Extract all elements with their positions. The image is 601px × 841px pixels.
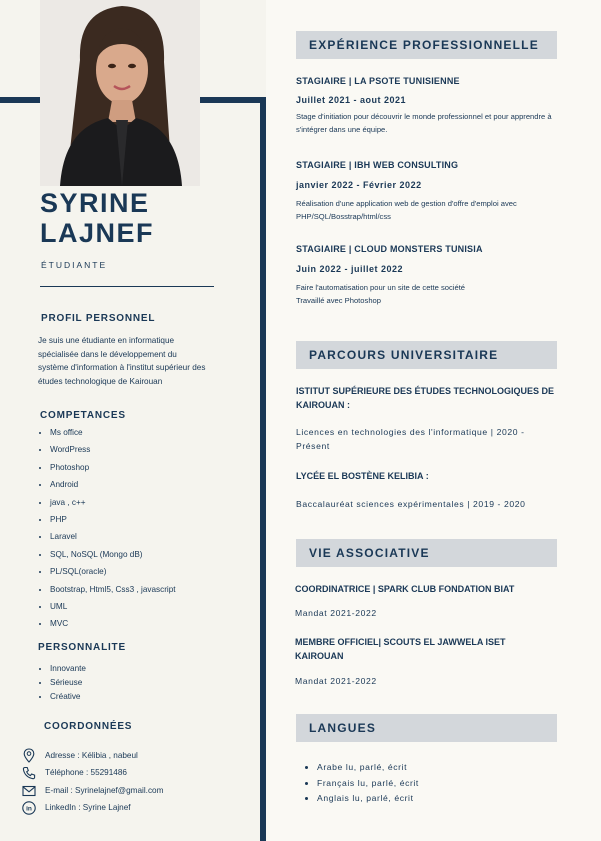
job-title: STAGIAIRE | IBH WEB CONSULTING bbox=[296, 160, 459, 170]
profile-photo bbox=[40, 0, 200, 186]
skill-item: • PL/SQL(oracle) bbox=[50, 563, 176, 580]
personality-heading: PERSONNALITE bbox=[38, 642, 126, 653]
education-heading: PARCOURS UNIVERSITAIRE bbox=[296, 341, 557, 369]
association-heading: VIE ASSOCIATIVE bbox=[296, 539, 557, 567]
personality-item: • Sérieuse bbox=[50, 676, 86, 690]
name-divider bbox=[40, 286, 214, 287]
address-text: Adresse : Kélibia , nabeul bbox=[45, 751, 138, 760]
job-title: STAGIAIRE | CLOUD MONSTERS TUNISIA bbox=[296, 244, 483, 254]
skill-item: • Bootstrap, Html5, Css3 , javascript bbox=[50, 581, 176, 598]
skills-heading: COMPETANCES bbox=[40, 410, 126, 421]
education-description: Licences en technologies des l'informatique | 2020 - Présent bbox=[296, 427, 525, 451]
personality-item: • Innovante bbox=[50, 662, 86, 676]
languages-heading: LANGUES bbox=[296, 714, 557, 742]
job-title: STAGIAIRE | LA PSOTE TUNISIENNE bbox=[296, 76, 460, 86]
location-pin-icon bbox=[20, 747, 38, 764]
skill-item: • java , c++ bbox=[50, 494, 176, 511]
profile-heading: PROFIL PERSONNEL bbox=[41, 313, 156, 324]
contact-phone bbox=[20, 764, 260, 781]
skill-item: • Android bbox=[50, 476, 176, 493]
contact-email[interactable] bbox=[20, 782, 260, 799]
languages-list bbox=[305, 760, 419, 807]
contact-linkedin[interactable] bbox=[20, 799, 260, 816]
skill-item: • Photoshop bbox=[50, 459, 176, 476]
job-description-line: Travaillé avec Photoshop bbox=[296, 295, 381, 305]
job-description bbox=[296, 282, 556, 307]
association-title: MEMBRE OFFICIEL| SCOUTS EL JAWWELA ISET KAIROUAN bbox=[295, 637, 506, 661]
skill-item: • MVC bbox=[50, 615, 176, 632]
education-title: ISTITUT SUPÉRIEURE DES ÉTUDES TECHNOLOGIQUES DE KAIROUAN : bbox=[296, 386, 555, 410]
email-text[interactable]: E-mail : Syrinelajnef@gmail.com bbox=[45, 786, 164, 795]
skill-item: • Ms office bbox=[50, 424, 176, 441]
person-name bbox=[40, 188, 154, 248]
job-description: Réalisation d'une application web de gestion d'offre d'emploi avec PHP/SQL/Bosstrap/html/css bbox=[296, 199, 517, 221]
job-date: Juillet 2021 - aout 2021 bbox=[296, 95, 407, 105]
job-date: Juin 2022 - juillet 2022 bbox=[296, 264, 404, 274]
skill-item: • WordPress bbox=[50, 441, 176, 458]
education-title: LYCÉE EL BOSTÈNE KELIBIA : bbox=[296, 471, 429, 481]
first-name: SYRINE bbox=[40, 188, 150, 218]
person-role: ÉTUDIANTE bbox=[41, 260, 108, 270]
job-date: janvier 2022 - Février 2022 bbox=[296, 180, 422, 190]
personality-item: • Créative bbox=[50, 690, 86, 704]
experience-heading: EXPÉRIENCE PROFESSIONNELLE bbox=[296, 31, 557, 59]
phone-icon bbox=[20, 764, 38, 781]
contact-heading: COORDONNÉES bbox=[44, 721, 133, 732]
association-description: Mandat 2021-2022 bbox=[295, 676, 377, 686]
profile-text: Je suis une étudiante en informatique spécialisée dans le développement du système d'information à l'institut supérieur des études technologique de Kairouan bbox=[38, 336, 206, 386]
language-item: • Français lu, parlé, écrit bbox=[317, 776, 419, 792]
linkedin-icon bbox=[20, 799, 38, 816]
job-description: Stage d'initiation pour découvrir le monde professionnel et pour apprendre à s'intégrer dans une équipe. bbox=[296, 112, 552, 134]
svg-text:in: in bbox=[26, 805, 32, 813]
linkedin-text[interactable]: LinkedIn : Syrine Lajnef bbox=[45, 803, 131, 812]
contact-address bbox=[20, 747, 260, 764]
mail-icon bbox=[20, 782, 38, 799]
skill-item: • UML bbox=[50, 598, 176, 615]
association-description: Mandat 2021-2022 bbox=[295, 608, 377, 618]
phone-text: Téléphone : 55291486 bbox=[45, 768, 127, 777]
skills-list bbox=[38, 424, 176, 633]
education-description: Baccalauréat sciences expérimentales | 2019 - 2020 bbox=[296, 499, 526, 509]
skill-item: • SQL, NoSQL (Mongo dB) bbox=[50, 546, 176, 563]
personality-list bbox=[38, 662, 86, 704]
job-description-line: Faire l'automatisation pour un site de cette société bbox=[296, 283, 466, 292]
last-name: LAJNEF bbox=[40, 218, 155, 248]
accent-bar-vertical bbox=[260, 97, 266, 841]
language-item: • Anglais lu, parlé, écrit bbox=[317, 791, 419, 807]
language-item: • Arabe lu, parlé, écrit bbox=[317, 760, 419, 776]
skill-item: • PHP bbox=[50, 511, 176, 528]
portrait-image bbox=[40, 0, 200, 186]
association-title: COORDINATRICE | SPARK CLUB FONDATION BIAT bbox=[295, 584, 515, 594]
skill-item: • Laravel bbox=[50, 528, 176, 545]
